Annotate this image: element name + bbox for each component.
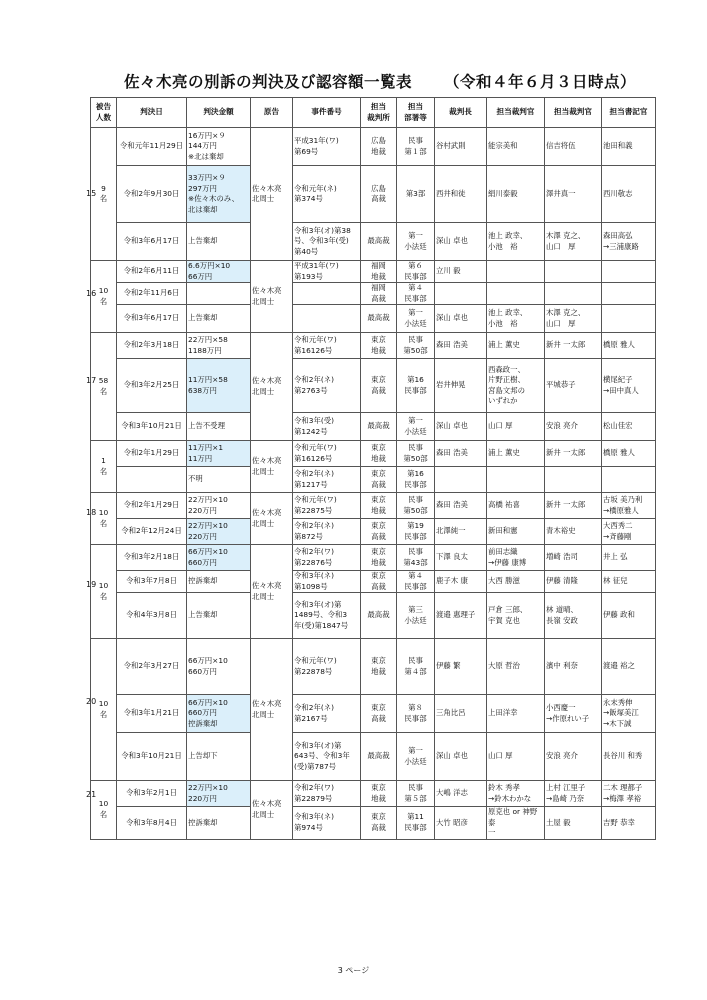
- table-row: [91, 493, 656, 519]
- judgment-amount: 11万円×58 638万円: [187, 359, 251, 413]
- clerk: 西川敬志: [602, 166, 656, 223]
- defendant-count: 9 名: [91, 128, 117, 261]
- case-number: 令和2年(ワ) 第22879号: [293, 781, 361, 807]
- table-row: [91, 223, 656, 261]
- court: 東京 地裁: [361, 493, 397, 519]
- chief-judge: 大竹 昭彦: [435, 807, 487, 840]
- department: 第４ 民事部: [397, 283, 435, 305]
- table-row: [91, 359, 656, 413]
- header-plaintiff: 原告: [251, 98, 293, 128]
- clerk: 松山佳宏: [602, 413, 656, 441]
- department: 民事 第４部: [397, 639, 435, 695]
- judge-2: 平城恭子: [545, 359, 602, 413]
- judge-2: 上村 江里子 →島崎 乃奈: [545, 781, 602, 807]
- department: 第19 民事部: [397, 519, 435, 545]
- judgment-date: 令和3年10月21日: [117, 413, 187, 441]
- department: 第16 民事部: [397, 467, 435, 493]
- department: 第８ 民事部: [397, 695, 435, 733]
- judgment-date: 令和元年11月29日: [117, 128, 187, 166]
- judgment-amount: 上告却下: [187, 733, 251, 781]
- court: 最高裁: [361, 413, 397, 441]
- judge-2: [545, 283, 602, 305]
- court: 最高裁: [361, 305, 397, 333]
- case-number: 令和3年(ネ) 第974号: [293, 807, 361, 840]
- chief-judge: 岩井伸晃: [435, 359, 487, 413]
- judgment-amount: 上告棄却: [187, 305, 251, 333]
- clerk: [602, 283, 656, 305]
- chief-judge: 北澤純一: [435, 519, 487, 545]
- judge-2: 木澤 克之、 山口 厚: [545, 223, 602, 261]
- table-row: [91, 333, 656, 359]
- court: 東京 地裁: [361, 441, 397, 467]
- clerk: [602, 261, 656, 283]
- judge-2: 新井 一太郎: [545, 493, 602, 519]
- judge-1: 新田和憲: [487, 519, 545, 545]
- chief-judge: [435, 283, 487, 305]
- case-number: 令和2年(ネ) 第2167号: [293, 695, 361, 733]
- table-row: [91, 781, 656, 807]
- chief-judge: 渡邉 惠理子: [435, 593, 487, 639]
- judge-1: 上田洋幸: [487, 695, 545, 733]
- judgment-date: 令和3年1月21日: [117, 695, 187, 733]
- judgment-date: 令和2年1月29日: [117, 493, 187, 519]
- court: 東京 高裁: [361, 807, 397, 840]
- court: 東京 地裁: [361, 545, 397, 571]
- clerk: 横尾紀子 →田中真人: [602, 359, 656, 413]
- judgment-amount: 11万円×1 11万円: [187, 441, 251, 467]
- header-row: [91, 98, 656, 128]
- judgment-date: 令和2年1月29日: [117, 441, 187, 467]
- judgment-amount: 16万円×９ 144万円 ※北は棄却: [187, 128, 251, 166]
- judge-1: 浦上 薫史: [487, 441, 545, 467]
- group-number: 18: [86, 507, 97, 517]
- table-row: [91, 261, 656, 283]
- chief-judge: 鹿子木 康: [435, 571, 487, 593]
- judgment-date: 令和3年2月25日: [117, 359, 187, 413]
- case-number: 令和元年(ワ) 第16126号: [293, 333, 361, 359]
- judge-2: 新井 一太郎: [545, 441, 602, 467]
- table-row: [91, 639, 656, 695]
- judgment-amount: 66万円×10 660万円: [187, 545, 251, 571]
- department: 第一 小法廷: [397, 223, 435, 261]
- clerk: 橋原 雅人: [602, 333, 656, 359]
- judge-1: 前田志織 →伊藤 康博: [487, 545, 545, 571]
- page-footer: 3 ページ: [337, 966, 370, 975]
- department: 民事 第50部: [397, 333, 435, 359]
- judge-1: 浦上 薫史: [487, 333, 545, 359]
- department: 第16 民事部: [397, 359, 435, 413]
- judge-1: [487, 261, 545, 283]
- table-row: [91, 166, 656, 223]
- judgment-amount: 66万円×10 660万円: [187, 639, 251, 695]
- defendant-count: 10 名: [91, 261, 117, 333]
- case-number: 令和3年(受) 第1242号: [293, 413, 361, 441]
- case-number: 令和元年(ワ) 第22878号: [293, 639, 361, 695]
- court: 広島 地裁: [361, 128, 397, 166]
- judge-1: 戸倉 三郎、 宇賀 克也: [487, 593, 545, 639]
- judgment-amount: 上告棄却: [187, 223, 251, 261]
- clerk: 林 征兒: [602, 571, 656, 593]
- court: 東京 地裁: [361, 333, 397, 359]
- judge-2: [545, 261, 602, 283]
- court: 広島 高裁: [361, 166, 397, 223]
- department: 民事 第43部: [397, 545, 435, 571]
- judge-1: 池上 政幸、 小池 裕: [487, 223, 545, 261]
- chief-judge: [435, 467, 487, 493]
- header-clerk: 担当書記官: [602, 98, 656, 128]
- chief-judge: 深山 卓也: [435, 733, 487, 781]
- table-row: [91, 571, 656, 593]
- case-number: [293, 305, 361, 333]
- case-number: 令和元年(ネ) 第374号: [293, 166, 361, 223]
- judge-2: [545, 467, 602, 493]
- case-number: 平成31年(ワ) 第69号: [293, 128, 361, 166]
- clerk: 渡邉 裕之: [602, 639, 656, 695]
- department: 民事 第５部: [397, 781, 435, 807]
- judgment-amount: 22万円×10 220万円: [187, 781, 251, 807]
- clerk: 大西秀二 →斉藤剛: [602, 519, 656, 545]
- judgment-date: 令和3年2月1日: [117, 781, 187, 807]
- case-number: 令和3年(オ)第 643号、令和3年 (受)第787号: [293, 733, 361, 781]
- group-number: 21: [86, 790, 97, 799]
- judgment-amount: 控訴棄却: [187, 807, 251, 840]
- header-case: 事件番号: [293, 98, 361, 128]
- case-number: 令和2年(ワ) 第22876号: [293, 545, 361, 571]
- court: 東京 高裁: [361, 359, 397, 413]
- table-row: [91, 695, 656, 733]
- judgment-date: [117, 467, 187, 493]
- group-number: 17: [86, 375, 97, 385]
- judge-2: 信吉将伍: [545, 128, 602, 166]
- clerk: 森田高弘 →三浦康路: [602, 223, 656, 261]
- chief-judge: 深山 卓也: [435, 413, 487, 441]
- case-number: 令和2年(ネ) 第872号: [293, 519, 361, 545]
- judge-2: 増崎 浩司: [545, 545, 602, 571]
- group-number: 19: [86, 579, 97, 589]
- plaintiff: 佐々木亮 北周士: [251, 781, 293, 840]
- court: 福岡 地裁: [361, 261, 397, 283]
- judgment-amount: 33万円×９ 297万円 ※佐々木のみ、 北は棄却: [187, 166, 251, 223]
- header-chief: 裁判長: [435, 98, 487, 128]
- chief-judge: 大嶋 洋志: [435, 781, 487, 807]
- case-number: 平成31年(ワ) 第193号: [293, 261, 361, 283]
- judgment-date: 令和2年11月6日: [117, 283, 187, 305]
- department: 第三 小法廷: [397, 593, 435, 639]
- header-court: 担当 裁判所: [361, 98, 397, 128]
- clerk: [602, 305, 656, 333]
- clerk: 二木 理都子 →梅澤 孝裕: [602, 781, 656, 807]
- chief-judge: 立川 毅: [435, 261, 487, 283]
- judge-1: 鈴木 秀孝 →鈴木わかな: [487, 781, 545, 807]
- table-row: [91, 733, 656, 781]
- judge-2: 新井 一太郎: [545, 333, 602, 359]
- court: 福岡 高裁: [361, 283, 397, 305]
- chief-judge: 森田 浩美: [435, 493, 487, 519]
- judgment-date: 令和3年10月21日: [117, 733, 187, 781]
- judge-2: 林 道晴、 長嶺 安政: [545, 593, 602, 639]
- plaintiff: 佐々木亮 北周士: [251, 493, 293, 545]
- chief-judge: 西井和徒: [435, 166, 487, 223]
- defendant-count: 10 名: [91, 639, 117, 781]
- judgment-table: [90, 97, 656, 840]
- defendant-count: 58 名: [91, 333, 117, 441]
- clerk: 長谷川 和秀: [602, 733, 656, 781]
- judgment-date: 令和2年3月18日: [117, 333, 187, 359]
- judgment-amount: 66万円×10 660万円 控訴棄却: [187, 695, 251, 733]
- court: 東京 地裁: [361, 639, 397, 695]
- table-row: [91, 545, 656, 571]
- case-number: 令和2年(ネ) 第2763号: [293, 359, 361, 413]
- page-title: [100, 70, 660, 92]
- judgment-date: 令和3年8月4日: [117, 807, 187, 840]
- judgment-amount: 控訴棄却: [187, 571, 251, 593]
- plaintiff: 佐々木亮 北周士: [251, 545, 293, 639]
- judgment-date: 令和3年7月8日: [117, 571, 187, 593]
- table-row: [91, 283, 656, 305]
- judgment-amount: 不明: [187, 467, 251, 493]
- judgment-amount: 22万円×10 220万円: [187, 493, 251, 519]
- plaintiff: 佐々木亮 北周士: [251, 128, 293, 261]
- case-number: [293, 283, 361, 305]
- judgment-date: 令和4年3月8日: [117, 593, 187, 639]
- court: 東京 地裁: [361, 781, 397, 807]
- header-defendants: 被告 人数: [91, 98, 117, 128]
- title-main: 佐々木亮の別訴の判決及び認容額一覧表: [124, 73, 413, 91]
- judge-1: 池上 政幸、 小池 裕: [487, 305, 545, 333]
- defendant-count: 10 名: [91, 545, 117, 639]
- group-number: 15: [86, 189, 97, 198]
- case-number: 令和3年(オ)第 1489号、令和3 年(受)第1847号: [293, 593, 361, 639]
- chief-judge: 三角比呂: [435, 695, 487, 733]
- judge-2: 安浪 亮介: [545, 413, 602, 441]
- clerk: 池田和義: [602, 128, 656, 166]
- case-number: 令和2年(ネ) 第1217号: [293, 467, 361, 493]
- header-date: 判決日: [117, 98, 187, 128]
- table-row: [91, 593, 656, 639]
- table-row: [91, 807, 656, 840]
- judge-1: 能宗美和: [487, 128, 545, 166]
- department: 第一 小法廷: [397, 733, 435, 781]
- clerk: 古坂 美乃利 →橋原雅人: [602, 493, 656, 519]
- header-judge-2: 担当裁判官: [545, 98, 602, 128]
- judgment-date: 令和2年3月27日: [117, 639, 187, 695]
- judge-2: 伊藤 清隆: [545, 571, 602, 593]
- department: 民事 第50部: [397, 493, 435, 519]
- judgment-date: 令和2年6月11日: [117, 261, 187, 283]
- case-number: 令和3年(オ)第38 号、令和3年(受) 第40号: [293, 223, 361, 261]
- judge-1: 原克也 or 神野 泰 一: [487, 807, 545, 840]
- plaintiff: 佐々木亮 北周士: [251, 441, 293, 493]
- judge-1: 絹川泰毅: [487, 166, 545, 223]
- chief-judge: 森田 浩美: [435, 441, 487, 467]
- department: 第６ 民事部: [397, 261, 435, 283]
- judgment-date: 令和2年9月30日: [117, 166, 187, 223]
- department: 民事 第50部: [397, 441, 435, 467]
- judge-2: 濱中 利奈: [545, 639, 602, 695]
- chief-judge: 谷村武則: [435, 128, 487, 166]
- plaintiff: 佐々木亮 北周士: [251, 333, 293, 441]
- judge-2: 小西慶一 →作原れい子: [545, 695, 602, 733]
- table-row: [91, 467, 656, 493]
- department: 第11 民事部: [397, 807, 435, 840]
- judgment-date: 令和3年6月17日: [117, 223, 187, 261]
- table-row: [91, 128, 656, 166]
- judgment-amount: [187, 283, 251, 305]
- judge-2: 青木裕史: [545, 519, 602, 545]
- clerk: [602, 467, 656, 493]
- department: 第４ 民事部: [397, 571, 435, 593]
- table-row: [91, 441, 656, 467]
- plaintiff: 佐々木亮 北周士: [251, 639, 293, 781]
- judge-1: 西森政一、 片野正樹、 宮島文邦の いずれか: [487, 359, 545, 413]
- court: 東京 高裁: [361, 467, 397, 493]
- chief-judge: 伊藤 繁: [435, 639, 487, 695]
- department: 第一 小法廷: [397, 413, 435, 441]
- court: 東京 高裁: [361, 571, 397, 593]
- defendant-count: 10 名: [91, 493, 117, 545]
- table-row: [91, 305, 656, 333]
- judge-1: 山口 厚: [487, 413, 545, 441]
- judge-1: 山口 厚: [487, 733, 545, 781]
- table-row: [91, 413, 656, 441]
- group-number: 20: [86, 696, 97, 706]
- judgment-amount: 上告不受理: [187, 413, 251, 441]
- case-number: 令和3年(ネ) 第1098号: [293, 571, 361, 593]
- judgment-amount: 6.6万円×10 66万円: [187, 261, 251, 283]
- department: 第3部: [397, 166, 435, 223]
- judgment-amount: 22万円×58 1188万円: [187, 333, 251, 359]
- judgment-amount: 22万円×10 220万円: [187, 519, 251, 545]
- judge-1: 高橋 祐喜: [487, 493, 545, 519]
- judgment-date: 令和3年6月17日: [117, 305, 187, 333]
- group-number: 16: [86, 288, 97, 298]
- department: 第一 小法廷: [397, 305, 435, 333]
- judgment-date: 令和3年2月18日: [117, 545, 187, 571]
- clerk: 吉野 恭幸: [602, 807, 656, 840]
- judge-2: 木澤 克之、 山口 厚: [545, 305, 602, 333]
- court: 東京 高裁: [361, 519, 397, 545]
- judge-1: [487, 283, 545, 305]
- judge-1: [487, 467, 545, 493]
- clerk: 井上 弘: [602, 545, 656, 571]
- defendant-count: 1 名: [91, 441, 117, 493]
- case-number: 令和元年(ワ) 第22875号: [293, 493, 361, 519]
- judge-1: 大原 哲治: [487, 639, 545, 695]
- defendant-count: 10 名: [91, 781, 117, 840]
- judgment-amount: 上告棄却: [187, 593, 251, 639]
- chief-judge: 深山 卓也: [435, 223, 487, 261]
- clerk: 橋原 雅人: [602, 441, 656, 467]
- chief-judge: 下澤 良太: [435, 545, 487, 571]
- department: 民事 第１部: [397, 128, 435, 166]
- title-date: （令和４年６月３日時点）: [443, 73, 636, 91]
- judge-2: 土屋 毅: [545, 807, 602, 840]
- chief-judge: 森田 浩美: [435, 333, 487, 359]
- judge-2: 澤井真一: [545, 166, 602, 223]
- court: 東京 高裁: [361, 695, 397, 733]
- court: 最高裁: [361, 593, 397, 639]
- court: 最高裁: [361, 733, 397, 781]
- table-row: [91, 519, 656, 545]
- case-number: 令和元年(ワ) 第16126号: [293, 441, 361, 467]
- judgment-date: 令和2年12月24日: [117, 519, 187, 545]
- judge-1: 大西 勝滋: [487, 571, 545, 593]
- header-judge-1: 担当裁判官: [487, 98, 545, 128]
- court: 最高裁: [361, 223, 397, 261]
- header-amount: 判決金額: [187, 98, 251, 128]
- plaintiff: 佐々木亮 北周士: [251, 261, 293, 333]
- chief-judge: 深山 卓也: [435, 305, 487, 333]
- header-dept: 担当 部署等: [397, 98, 435, 128]
- judge-2: 安浪 亮介: [545, 733, 602, 781]
- clerk: 伊藤 政和: [602, 593, 656, 639]
- clerk: 永末秀伸 →飯塚美江 →木下誠: [602, 695, 656, 733]
